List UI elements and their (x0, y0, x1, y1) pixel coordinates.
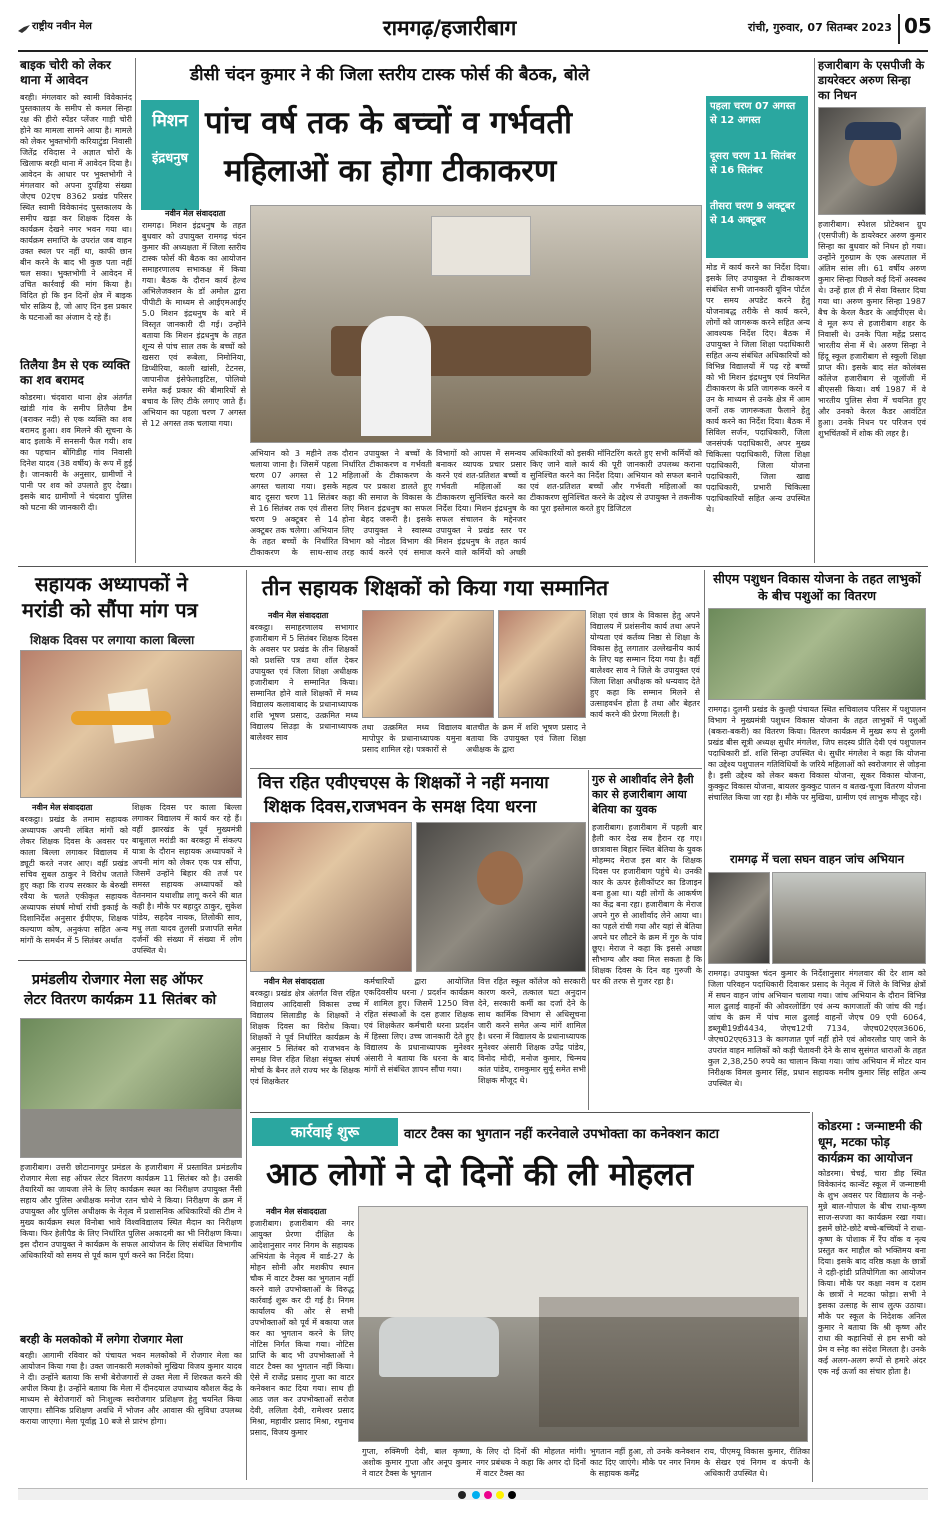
abvs-head-1: वित्त रहित एवीएचएस के शिक्षकों ने नहीं मनाया (258, 773, 549, 793)
obit-cap (845, 122, 901, 140)
guru-body: हजारीबाग। हजारीबाग में पहली बार हैली कार देख सब हैरान रह गए। छात्रावास बिहार स्थित बेतिया के युवक मोहम्मद मेराज इस बार के शिक्षक दिवस पर हजारीबाग पहुंचे थे। उनकी कार के ऊपर हेलीकॉप्टर का डिजाइन बना हुआ था। यही लोगों के आकर्षण का केंद्र बना रहा। हजारीबाग के मेराज अपने गुरु से आशीर्वाद लेने आया था। का पहले रांची गया और यहां से बेतिया अपने घर लौटने के क्रम में गुरु के पांव छूए। मेराज ने कहा कि इससे अच्छा सौभाग्य और क्या मिल सकता है कि शिक्षक दिवस के दिन वह गुरुजी के घर की तरफ से गुजर रहा है। (592, 823, 702, 986)
rojgar-right-rule (246, 960, 247, 1480)
rojgar-head-2: लेटर वितरण कार्यक्रम 11 सितंबर को (24, 992, 217, 1008)
water-kicker: वाटर टैक्स का भुगतान नहीं करनेवाले उपभोक्ता का कनेक्शन काटा (404, 1127, 719, 1142)
guru-headline: गुरु से आशीर्वाद लेने हैली कार से हजारीबाग आया बेतिया का युवक (592, 773, 694, 816)
official-figure (361, 316, 431, 436)
teachers-center-body3: बातचीत के क्रम में शशि भूषण प्रसाद ने बताया कि उपायुक्त एवं जिला शिक्षा अधीक्षक के द्वारा (466, 723, 586, 754)
bike-theft-body: बरही। मंगलवार को स्वामी विवेकानंद पुस्तकालय के समीप से कमल सिन्हा रक्ष की हीरो स्पेंडर प्लेंजर गाड़ी चोरी होने का मामला सामने आया है। मामले को लेकर भुक्तभोगी करियाटुंडा निवासी जितेंद्र रविदास ने अज्ञात चोरों के खिलाफ बरही थाना में आवेदन दिया है। आवेदन के आधार पर भुक्तभोगी ने मंगलवार को अपना दुपहिया संख्या जेएच 02एच 8362 प्रखंड परिसर स्थित स्वामी विवेकानंद पुस्तकालय के समीप खड़ा कर शिक्षक दिवस के कार्यक्रम देखने नगर भवन गया था। कार्यक्रम समाप्ति के उपरांत जब वाहन उक्त स्थल पर नहीं था, काफी छान बीन करने के बाद भी कुछ पता नहीं चल सका। भुक्तभोगी ने आवेदन में उचित कार्रवाई की मांग किया है। विदित हो कि इन दिनों क्षेत्र में बाइक चोर सक्रिय है, जो आए दिन इस प्रकार के घटनाओं का अंजाम दे रहे हैं। (20, 93, 132, 322)
dateline: रांची, गुरुवार, 07 सितम्बर 2023 (748, 21, 892, 34)
abvs-byline: नवीन मेल संवाददाता (264, 977, 325, 986)
rojgar-body: हजारीबाग। उत्तरी छोटानागपुर प्रमंडल के हजारीबाग में प्रस्तावित प्रमंडलीय रोजगार मेला सह ऑफर लेटर वितरण कार्यक्रम 11 सितंबर को है। उसकी तैयारियों का जायजा लेने के लिए कार्यक्रम स्थल का निरीक्षण उपायुक्त नैंसी सहाय और पुलिस अधीक्षक मनोज रतन चोथे ने किया। निरीक्षण के क्रम में उपायुक्त और पुलिस अधीक्षक के नेतृत्व में प्रशासनिक अधिकारियों की टीम ने मुख्य कार्यक्रम स्थल विनोबा भावे विश्वविद्यालय स्थित मैदान का निरीक्षण किया। फिर हेलीपैड के लिए निर्धारित पुलिस अकादमी का भी निरीक्षण किया। इस दौरान उपायुक्त ने कार्यक्रम के सफल आयोजन के लिए संबंधित विभागीय अधिकारियों को समय से पूर्व काम पूर्ण करने का निर्देश दिया। (20, 1163, 242, 1260)
masthead-rule (18, 50, 928, 52)
teachers-center-body2: तथा उत्क्रमित मध्य विद्यालय मापोपुर के प्रधानाध्यापक यमुना प्रसाद शामिल रहे। पत्रकारों से (362, 723, 462, 754)
pashu-photo (708, 608, 926, 700)
abvs-head-2: शिक्षक दिवस,राजभवन के समक्ष दिया धरना (264, 797, 537, 817)
dam-headline: तिलैया डैम से एक व्यक्ति का शव बरामद (20, 358, 130, 387)
teachers-center-byline: नवीन मेल संवाददाता (268, 611, 329, 620)
color-swatch-yellow (496, 1491, 504, 1499)
top-story-col6: मोड में कार्य करने का निर्देश दिया। इसके लिए उपायुक्त ने टीकाकरण संबंधित सभी जानकारी यूविन पोर्टल पर समय अपडेट करने हेतु योजनाबद्ध तरीके से कार्य करने, लोगों को जागरूक करने सहित अन्य आवश्यक निर्देश दिए। बैठक में उपायुक्त ने जिला शिक्षा पदाधिकारी सहित अन्य संबंधित अधिकारियों को विभिन्न विद्यालयों में पढ़ रहे बच्चों को भी मिशन इंद्रधनुष एवं नियमित टीकाकरण के प्रति जागरूक करने व उन के माध्यम से उनके क्षेत्र में आम जनों तक जागरूकता फैलाने हेतु कार्य करने का निर्देश दिया। बैठक में सिविल सर्जन, पदाधिकारी, जिला जनसंपर्क पदाधिकारी, अपर मुख्य चिकित्सा पदाधिकारी, जिला शिक्षा पदाधिकारी, जिला योजना पदाधिकारी, जिला खाद्य पदाधिकारी, प्रभारी चिकित्सा पदाधिकारियों सहित अन्य उपस्थित थे। (706, 263, 810, 514)
section-title: रामगढ़/हजारीबाग (383, 16, 517, 40)
teachers-left-head-2: मरांडी को सौंपा मांग पत्र (22, 598, 198, 622)
teachers-center-rule (250, 768, 702, 769)
pashu-body: रामगढ़। दुलमी प्रखंड के कुल्ही पंचायत स्थित सचिवालय परिसर में पशुपालन विभाग ने मुख्यमंत्री पशुधन विकास योजना के तहत लाभुकों में पशुओं (बकरा-बकरी) का वितरण किया। वितरण कार्यक्रम में मुख्य रूप से दुलमी प्रखंड बीस सूत्री अध्यक्ष सुधीर मंगलेश, जिप सदस्य प्रीति देवी एवं पशुपालन पदाधिकारी डॉ. शशि सिन्हा उपस्थित थे। सुधीर मंगलेश ने कहा कि योजना का उद्देश्य पशुपालन गतिविधियों के जरिये महिलाओं को स्वरोजगार से जोड़ना है। इसी उद्देश्य को लेकर बकरा विकास योजना, सूकर विकास योजना, कुक्कुट विकास योजना, बायलर कुक्कुट पालन व बतख-चूजा वितरण योजना संचालित किया जा रहा है। मौके पर मुखिया, ग्रामीण एवं लाभुक मौजूद रहे। (708, 705, 926, 802)
mission-badge-line1: मिशन (152, 111, 188, 131)
teachers-left-body2: शिक्षक दिवस पर काला बिल्ला लगाकर विद्यालय में कार्य कर रहे हैं। वहीं झारखंड के पूर्व मुख्यमंत्री बाबूलाल मरांडी का बरकट्ठा में संकल्प यात्रा के दौरान सहायक अध्यापकों ने अपनी मांग को लेकर एक पत्र सौंपा, जिसमें उन्होंने बिहार की तर्ज पर समस्त सहायक अध्यापकों को वेतनमान यथाशीघ्र लागू करने की बात कही है। मौके पर बहादुर ठाकुर, सुकेश पांडेय, सहदेव नायक, तिलोकी साव, मधु लता यादव तुलसी प्रजापति समेत दर्जनों की संख्या में संख्या में लोग उपस्थित थे। (132, 803, 242, 954)
janmashtami-left-rule (812, 1112, 813, 1482)
teachers-left-head-1: सहायक अध्यापकों ने (35, 572, 188, 596)
dam-body: कोडरमा। चंदवारा थाना क्षेत्र अंतर्गत खांडी गांव के समीप तिलैया डैम (बराकर नदी) से एक व्यक्ति का शव बरामद हुआ। शव मिलने की सूचना के बाद इलाके में सनसनी फैल गयी। शव का पहचान बोंगिडीह गांव निवासी दिनेश यादव (38 वर्षीय) के रूप में हुई है। जानकारी के अनुसार, ग्रामीणों ने पानी पर शव को उपलाते हुए देखा। इसके बाद ग्रामीणों ने चंदवारा पुलिस को घटना की जानकारी दी। (20, 393, 132, 512)
teachers-left-body1: बरकट्ठा। प्रखंड के तमाम सहायक अध्यापक अपनी लंबित मांगों को लेकर शिक्षक दिवस के अवसर पर काला बिल्ला लगाकर विद्यालय में ड्यूटी करते नजर आए। वहीं प्रखंड सचिव सुबल ठाकुर ने विरोध जताते हुए कहा कि राज्य सरकार के बेरुखी रवैया के चलते एकीकृत सहायक अध्यापक संघर्ष मोर्चा रांची इकाई के दिशानिर्देश अनुसार ईपीएफ, शिक्षक कल्याण कोष, अनुकंपा सहित अन्य मांगों के समर्थन में 5 सितंबर अर्थात (20, 815, 128, 945)
water-headline: आठ लोगों ने दो दिनों की ली मोहलत (266, 1155, 694, 1193)
color-swatch-magenta (484, 1491, 492, 1499)
top-story-byline: नवीन मेल संवाददाता (165, 209, 226, 218)
mission-badge (141, 100, 199, 210)
phase-box (706, 96, 808, 258)
left-column-rule (135, 58, 136, 563)
water-caption-1: गुप्ता, रुक्मिणी देवी, बाल कृष्णा, अशोक कुमार गुप्ता और अनूप कुमार ने वाटर टैक्स के भुगतान (362, 1447, 472, 1478)
phase-2: दूसरा चरण 11 सितंबर से 16 सितंबर (710, 151, 796, 176)
abvs-body1: बरकट्ठा। प्रखंड क्षेत्र अंतर्गत वित्त रहित विद्यालय आदिवासी विकास उच्च विद्यालय सिलाडीह के शिक्षकों ने शिक्षक दिवस का विरोध किया। शिक्षकों ने पूर्व निर्धारित कार्यक्रम के अनुसार 5 सितंबर को राजभवन के समक्ष वित्त रहित शिक्षा संयुक्त संघर्ष मोर्चा के बैनर तले राज्य भर के शिक्षक एवं शिक्षकेतर (250, 989, 360, 1086)
teachers-center-body4: शिक्षा एवं छात्र के विकास हेतु अपने विद्यालय में प्रशंसनीय कार्य तथा अपने योग्यता एवं कर्तव्य निष्ठा से शिक्षा के विकास हेतु लगातार उल्लेखनीय कार्य के लिए यह सम्मान दिया गया है। वहीं बालेश्वर साव ने जिले के उपायुक्त एवं जिला शिक्षा अधीक्षक को धन्यवाद देते हुए कहा कि सम्मान मिलने से उत्साहवर्धन होता है तथा और बेहतर कार्य करने की प्रेरणा मिलती है। (590, 611, 700, 719)
mission-badge-line2: इंद्रधनुष (151, 151, 188, 166)
rojgar-photo (20, 1018, 242, 1158)
water-car (379, 1317, 499, 1377)
dharna-photo-1 (250, 822, 412, 972)
dharna-photo-2 (416, 822, 586, 972)
page-number: 05 (904, 14, 932, 38)
janmashtami-headline: कोडरमा : जन्माष्टमी की धूम, मटका फोड़ कार्यक्रम का आयोजन (818, 1119, 922, 1165)
top-story-col2: अभियान को 3 महीने तक चलाया जाना है। जिसमें पहला चरण 07 अगस्त से 12 अगस्त चलाया गया। इसके बाद दूसरा चरण 11 सितंबर से 16 सितंबर तक एवं तीसरा चरण 9 अक्टूबर से 14 अक्टूबर तक चलेगा। अभियान के तहत बच्चों के निर्धारित टीकाकरण के साथ-साथ (250, 449, 338, 556)
brand-name: राष्ट्रीय नवीन मेल (32, 21, 92, 32)
top-story-col1: रामगढ़। मिशन इंद्रधनुष के तहत बुधवार को उपायुक्त रामगढ़ चंदन कुमार की अध्यक्षता में जिला स्तरीय टास्क फोर्स की बैठक का आयोजन समाहरणालय सभाकक्ष में किया गया। बैठक के दौरान कार्य हेल्थ अभिलेजक्शन के डॉ अमोल द्वारा पीपीटी के माध्यम से आईएमआईए 5.0 मिशन इंद्रधनुष के बारे में विस्तृत जानकारी दी गई। उन्होंने बताया कि मिशन इंद्रधनुष के तहत शून्य से पांच साल तक के बच्चों को खसरा एवं रूबेला, निमोनिया, डिप्थीरिया, काली खांसी, टेटनस, जापानीज इंसेफेलाइटिस, पोलियो समेत कई प्रकार की बीमारियों से बचाव के लिए टीके लगाए जाते हैं। अभियान का पहला चरण 7 अगस्त से 12 अगस्त तक चलाया गया। (142, 221, 246, 428)
teachers-memo-photo (20, 650, 242, 798)
vahan-photo-2 (772, 872, 926, 964)
rojgar-sub-body: बरही। आगामी रविवार को पंचायत भवन मलकोको में रोजगार मेला का आयोजन किया गया है। उक्त जानकारी मलकोको मुखिया विजय कुमार यादव ने दी। उन्होंने बताया कि सभी बेरोजगारों से उक्त मेला में शिरकत करने की अपील किया है। उन्होंने बताया कि मेला में दीनदयाल उपाध्याय कौशल केंद्र के माध्यम से बेरोजगारों को निःशुल्क स्वरोजगार प्रशिक्षण हेतु चयनित किया जाएगा। सौनिक प्रशिक्षण अवधि में भोजन और आवास की सुविधा उपलब्ध कराया जाएगा। मेला पूर्वाह्न 10 बजे से प्रारंभ होगा। (20, 1351, 242, 1426)
water-tag-label: कार्रवाई शुरू (290, 1123, 360, 1141)
phase-1: पहला चरण 07 अगस्त से 12 अगस्त (710, 101, 796, 126)
pashu-headline: सीएम पशुधन विकास योजना के तहत लाभुकों के बीच पशुओं का वितरण (713, 571, 921, 603)
vahan-headline: रामगढ़ में चला सघन वाहन जांच अभियान (730, 852, 904, 866)
bird-logo-icon (18, 20, 30, 30)
water-tag (252, 1118, 398, 1146)
top-story-col5: अधिकारियों को इसकी मॉनिटरिंग करते हुए सभी कर्मियों को किए जाने वाले कार्य की पूरी जानकारी उपलब्ध कराना सुनिश्चित करने का निर्देश दिया। अभियान को सफल बनाने एवं शत-प्रतिशत बच्चों और गर्भवती महिलाओं का टीकाकरण सुनिश्चित करने के उद्देश्य से उपायुक्त ने तकनीक का पूरा इस्तेमाल करते हुए डिजिटल (530, 449, 702, 513)
obit-photo (818, 107, 926, 215)
guru-left-rule (588, 770, 589, 1110)
janmashtami-body: कोडरमा। चेचई, चारा डीह स्थित विवेकानंद कान्वेंट स्कूल में जन्माष्टमी के शुभ अवसर पर विद्यालय के नन्हे-मुन्ने बाल-गोपाल के बीच राधा-कृष्ण साज-सज्जा का कार्यक्रम रखा गया। इसमें छोटे-छोटे बच्चे-बच्चियों ने राधा-कृष्ण के पोशाक में रैंप वॉक व नृत्य प्रस्तुत कर माहौल को भक्तिमय बना दिया। इसके बाद वरिष्ठ कक्षा के छात्रों ने दही-हांडी प्रतियोगिता का आयोजन किया। मौके पर कक्षा नवम व दशम के छात्रों ने मटका फोड़ा। सभी ने इसका उत्साह के साथ लुत्फ उठाया। मौके पर स्कूल के निदेशक अनिल कुमार ने बताया कि श्री कृष्ण और राधा की कहानियों से हम सभी को प्रेम व स्नेह का संदेश मिलता है। उनके कई अलग-अलग रूपों से हमारे अंदर एक नई ऊर्जा का संचार होता है। (818, 1169, 926, 1376)
registration-mark-left (458, 1491, 466, 1499)
rojgar-head-1: प्रमंडलीय रोजगार मेला सह ऑफर (32, 972, 203, 988)
obit-headline: हजारीबाग के एसपीजी के डायरेक्टर अरुण सिन्हा का निधन (818, 58, 925, 102)
vahan-photo-1 (708, 872, 770, 964)
page-number-divider (898, 14, 900, 44)
rojgar-sub-head: बरही के मलकोको में लगेगा रोजगार मेला (20, 1333, 183, 1346)
teachers-center-head: तीन सहायक शिक्षकों को किया गया सम्मानित (262, 576, 609, 600)
right-column-rule (814, 58, 815, 563)
rojgar-top-rule (18, 960, 246, 961)
water-crowd (539, 1297, 799, 1427)
vahan-body: रामगढ़। उपायुक्त चंदन कुमार के निर्देशानुसार मंगलवार की देर शाम को जिला परिवहन पदाधिकारी दिवाकर प्रसाद के नेतृत्व में जिले के विभिन्न क्षेत्रों में सघन वाहन जांच अभियान चलाया गया। जांच अभियान के दौरान विभिन्न माल ढुलाई वाहनों की ओवरलोडिंग एवं अन्य कागजातों की जांच की गई। जांच के क्रम में पांच माल ढुलाई वाहनों जेएच 09 एपी 6064, डब्लूबी19डी4434, जेएच12पी 7134, जेएच02एएल3606, जेएच02एए6313 के कागजात पूर्ण नहीं होने एवं ओवरलोड पाए जाने के उपरांत वाहन मालिकों को कड़ी चेतावनी देने के साथ सुसंगत धाराओं के तहत कुल 2,38,250 रुपये का चालान किया गया। जांच अभियान में मोटर यान निरीक्षक विमल कुमार सिंह, प्रधान सहायक मनीष कुमार सिंह सहित अन्य उपस्थित थे। (708, 969, 926, 1088)
water-caption-3: भुगतान नहीं हुआ, तो उनके कनेक्शन काट दिए जाएंगे। मौके पर नगर निगम के सहायक कर्मेंद्र (590, 1447, 700, 1478)
meeting-photo (250, 205, 702, 443)
water-photo (358, 1206, 808, 1442)
screen-panel (431, 216, 531, 276)
teachers-left-rule (246, 570, 247, 960)
abvs-body3: वित्त रहित स्कूल कॉलेज को सरकारी कारण करने, तत्काल घटा अनुदान देने, सरकारी कर्मी का दर्जा देने के साथ कार्मिक विभाग से अधिसूचना जारी करने समेत अन्य मांगें शामिल है। धरना में विद्यालय के प्रधानाध्यापक मुनेश्वर अंसारी शिक्षक उपेंद्र पांडेय, विनोद मोदी, मनोज कुमार, चिन्मय कांत पांडेय, रामकुमार सुर्यू समेत सभी शिक्षक मौजूद थे। (478, 977, 586, 1085)
top-story-col3: दौरान उपायुक्त ने बच्चों के निर्धारित टीकाकरण व गर्भवती महिलाओं के टीकाकरण के महत्व पर प्रकाश डालते हुए कहा की समाज के विकास के लिए मिशन इंद्रधनुष का सफल होना बेहद जरूरी है। इसके लिए उपायुक्त ने स्वास्थ्य विभाग को नोडल विभाग की तरह कार्य करने एवं समाज (342, 449, 432, 556)
water-caption-4: राय, पीएमयू विकास कुमार, रीतिका के सेखर एवं निगम व कंपनी के अधिकारी उपस्थित थे। (704, 1447, 810, 1478)
masthead (18, 14, 932, 48)
right-column (818, 58, 926, 563)
road-strip (21, 1109, 242, 1158)
teachers-center-body1: बरकट्ठा। समाहरणालय सभागार हजारीबाग में 5 सितंबर शिक्षक दिवस के अवसर पर प्रखंड के तीन शिक्षकों को प्रशस्ति पत्र तथा शॉल देकर उपायुक्त एवं जिला शिक्षा अधीक्षक हजारीबाग ने सम्मानित किया। सम्मानित होने वाले शिक्षकों में मध्य विद्यालय कलावाबाद के प्रधानाध्यापक शशि भूषण प्रसाद, उत्क्रमित मध्य विद्यालय सिउड़ा के प्रधानाध्यापक बालेश्वर साव (250, 623, 358, 742)
bike-theft-headline: बाइक चोरी को लेकर थाना में आवेदन (20, 58, 111, 87)
pashu-left-rule (704, 570, 705, 1040)
top-story-headline-1: पांच वर्ष तक के बच्चों व गर्भवती (205, 105, 573, 141)
obit-body: हजारीबाग। स्पेशल प्रोटेक्शन ग्रुप (एसपीजी) के डायरेक्टर अरुण कुमार सिन्हा का बुधवार को निधन हो गया। उन्होंने गुरुग्राम के एक अस्पताल में अंतिम सांस ली। 61 वर्षीय अरुण कुमार सिन्हा पिछले कई दिनों अस्वस्थ थे। उन्हें हाल ही में सेवा विस्तार दिया गया था। अरुण कुमार सिन्हा 1987 बैच के केरल कैडर के आईपीएस थे। वे मूल रूप से हजारीबाग शहर के निवासी थे। उनके पिता महेंद्र प्रसाद भारतीय सेना में थे। अरुण सिन्हा ने हिंदू स्कूल हजारीबाग से स्कूली शिक्षा प्राप्त की। इसके बाद संत कोलंबस कॉलेज हजारीबाग से जूलॉजी में बीएससी किया। वर्ष 1987 में वे भारतीय पुलिस सेवा में चयनित हुए और उनको केरल कैडर आवंटित हुआ। उनके निधन पर परिजन एवं शुभचिंतकों में शोक की लहर है। (818, 220, 926, 438)
left-column (20, 58, 132, 563)
footer-bar (18, 1488, 928, 1500)
water-body: हजारीबाग। हजारीबाग की नगर आयुक्त प्रेरणा दीक्षित के आदेशानुसार नगर निगम के सहायक अभियंता के नेतृत्व में वार्ड-27 के मोहन सोनी और मशकीप स्थान चौक में वाटर टैक्स का भुगतान नहीं करने वाले उपभोक्ताओं के विरुद्ध कार्रवाई शुरू कर दी गई है। निगम कार्यालय की ओर से सभी उपभोक्ताओं को पूर्व में बकाया जल कर का भुगतान करने के लिए नोटिस निर्गत किया गया। नोटिस प्राप्ति के बाद भी उपभोक्ताओं ने वाटर टैक्स का भुगतान नहीं किया। ऐसे में राजेंद्र प्रसाद गुप्ता का वाटर कनेक्शन काट दिया गया। साथ ही आठ जल कर उपभोक्ताओं सरोज देवी, ललिता देवी, रामेश्वर प्रसाद मिश्रा, महावीर प्रसाद मिश्रा, रघुनाथ प्रसाद, विजय कुमार (250, 1219, 354, 1437)
color-swatch-black (508, 1491, 516, 1499)
water-byline: नवीन मेल संवाददाता (266, 1207, 327, 1216)
dharna-face (477, 851, 523, 905)
honor-photo-2 (498, 610, 586, 718)
teachers-left-sub: शिक्षक दिवस पर लगाया काला बिल्ला (30, 633, 195, 647)
water-caption-2: के लिए दो दिनों की मोहलत मांगी। नगर प्रबंधक ने कहा कि अगर दो दिनों में वाटर टैक्स का (476, 1447, 586, 1478)
teachers-left-byline: नवीन मेल संवाददाता (32, 803, 93, 812)
garland (71, 711, 171, 725)
water-top-rule (250, 1112, 810, 1113)
top-story-col4: विभागों को आपस में समन्वय बनाकर व्यापक प्रचार प्रसार करने एवं शत-प्रतिशत बच्चों व गर्भवती महिलाओं का टीकाकरण सुनिश्चित करने का निर्देश दिया। मिशन इंद्रधनुष के सफल संचालन के मद्देनजर उपायुक्त ने प्रखंड स्तर पर मिशन इंद्रधनुष के तहत कार्य करने वाले कर्मियों को अच्छी (436, 449, 526, 556)
honor-photo-1 (362, 610, 494, 718)
abvs-body2: कर्मचारियों द्वारा आयोजित एकदिवसीय धरना / प्रदर्शन कार्यक्रम में शामिल हुए। जिसमें 1250 वित्त रहित संस्थाओं के दस हजार शिक्षक एवं शिक्षकेतर कर्मचारी धरना प्रदर्शन में हिस्सा लिए। उच्च जानकारी देते हुए विद्यालय के प्रधानाध्यापक मुनेश्वर अंसारी ने बताया कि धरना के बाद मांगों से संबंधित ज्ञापन सौंपा गया। (364, 977, 474, 1074)
phase-3: तीसरा चरण 9 अक्टूबर से 14 अक्टूबर (710, 201, 795, 226)
row2-rule (18, 566, 928, 567)
top-story-headline-2: महिलाओं का होगा टीकाकरण (224, 153, 557, 189)
top-story-kicker: डीसी चंदन कुमार ने की जिला स्तरीय टास्क फोर्स की बैठक, बोले (190, 65, 590, 85)
color-swatch-cyan (472, 1491, 480, 1499)
